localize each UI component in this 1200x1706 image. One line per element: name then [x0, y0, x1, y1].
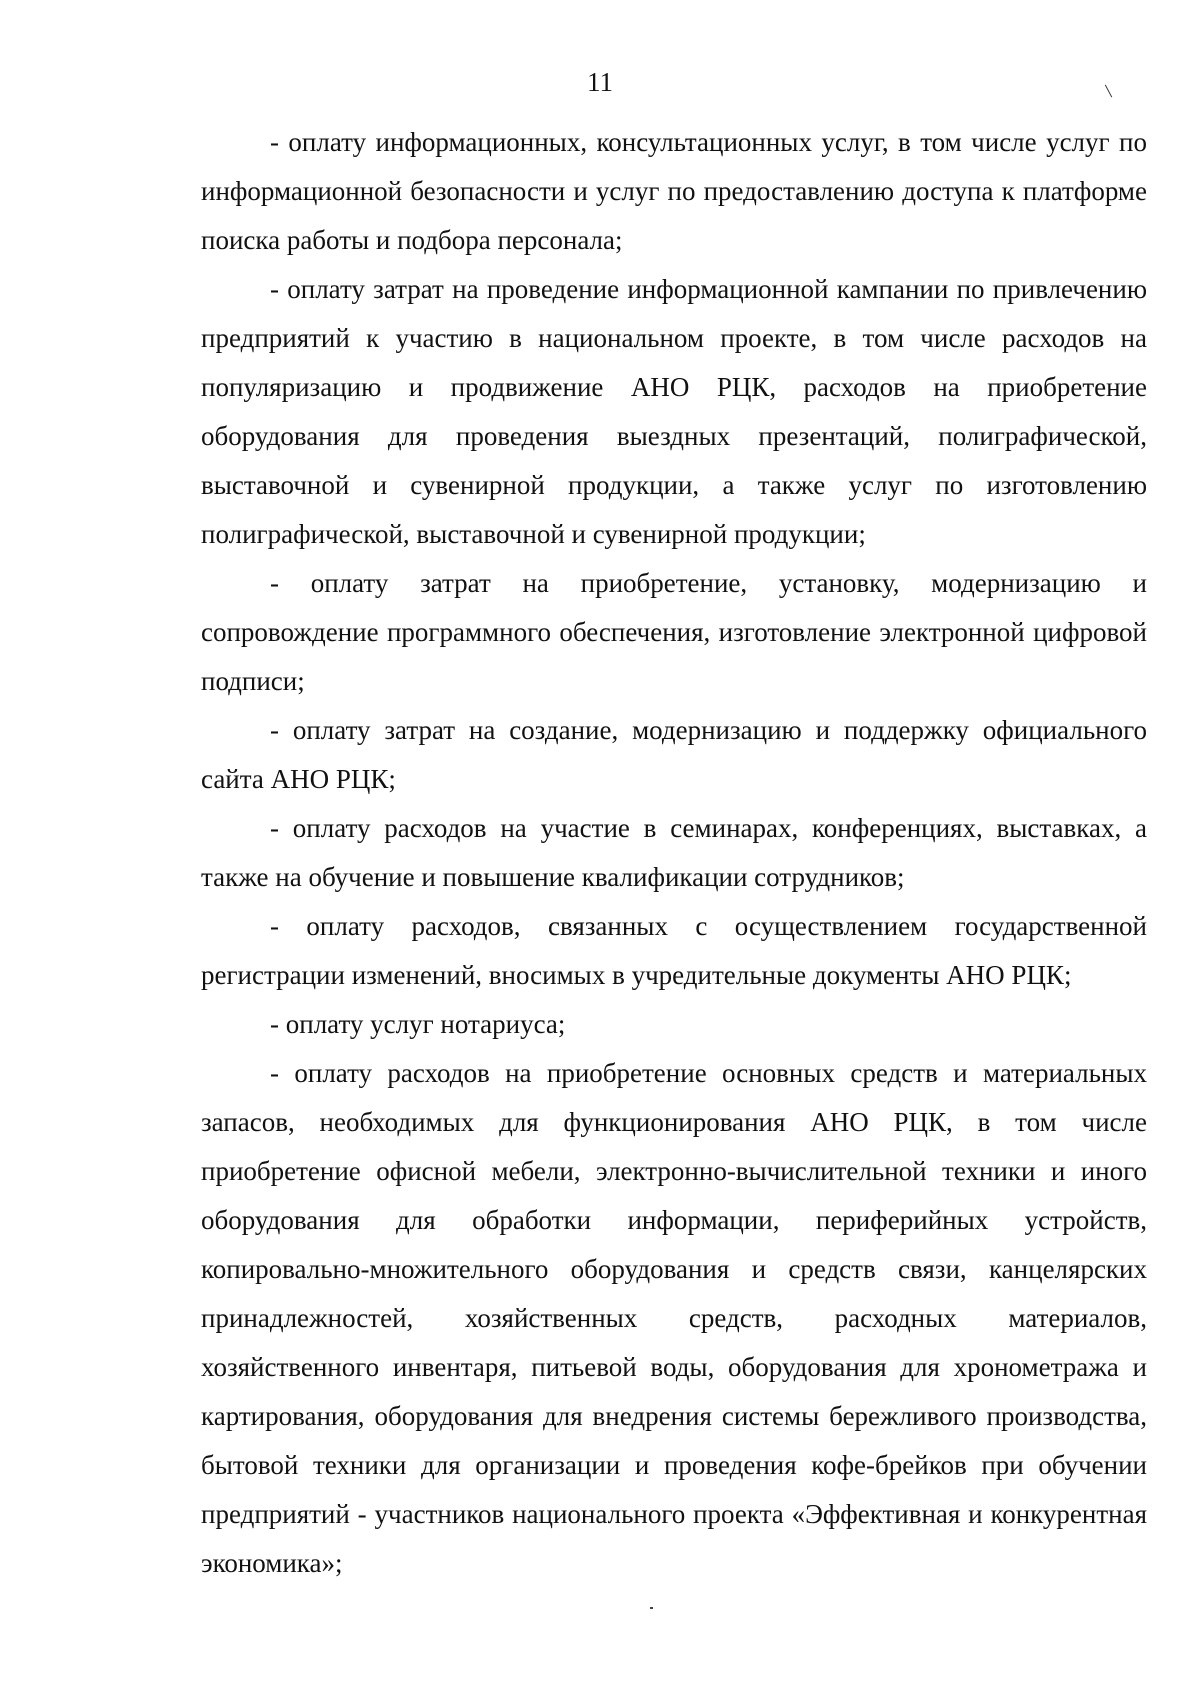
paragraph-software: - оплату затрат на приобретение, установку, модернизацию и сопровождение программного обеспечения, изготовление электронной цифровой подписи;	[201, 568, 1147, 696]
paragraph-state-registration: - оплату расходов, связанных с осуществлением государственной регистрации изменений, вносимых в учредительные документы АНО РЦК;	[201, 911, 1147, 990]
paragraph-information-campaign: - оплату затрат на проведение информационной кампании по привлечению предприятий к участию в национальном проекте, в том числе расходов на популяризацию и продвижение АНО РЦК, расходов на приобретение оборудования для проведения выездных презентаций, полиграфической, выставочной и сувенирной продукции, а также услуг по изготовлению полиграфической, выставочной и сувенирной продукции;	[201, 274, 1147, 549]
paragraph-information-services: - оплату информационных, консультационных услуг, в том числе услуг по информационной безопасности и услуг по предоставлению доступа к платформе поиска работы и подбора персонала;	[201, 127, 1147, 255]
scan-dot	[650, 1607, 653, 1609]
page-number: 11	[587, 67, 613, 97]
paragraph-fixed-assets: - оплату расходов на приобретение основных средств и материальных запасов, необходимых для функционирования АНО РЦК, в том числе приобретение офисной мебели, электронно-вычислительной техники и иного оборудования для обработки информации, периферийных устройств, копировально-множительного оборудования и средств связи, канцелярских принадлежностей, хозяйственных средств, расходных материалов, хозяйственного инвентаря, питьевой воды, оборудования для хронометража и картирования, оборудования для внедрения системы бережливого производства, бытовой техники для организации и проведения кофе-брейков при обучении предприятий - участников национального проекта «Эффективная и конкурентная экономика»;	[201, 1058, 1147, 1578]
paragraph-seminars-training: - оплату расходов на участие в семинарах, конференциях, выставках, а также на обучение и повышение квалификации сотрудников;	[201, 813, 1147, 892]
document-body	[201, 118, 1147, 1588]
paragraph-notary: - оплату услуг нотариуса;	[270, 1009, 566, 1039]
paragraph-website: - оплату затрат на создание, модернизацию и поддержку официального сайта АНО РЦК;	[201, 715, 1147, 794]
